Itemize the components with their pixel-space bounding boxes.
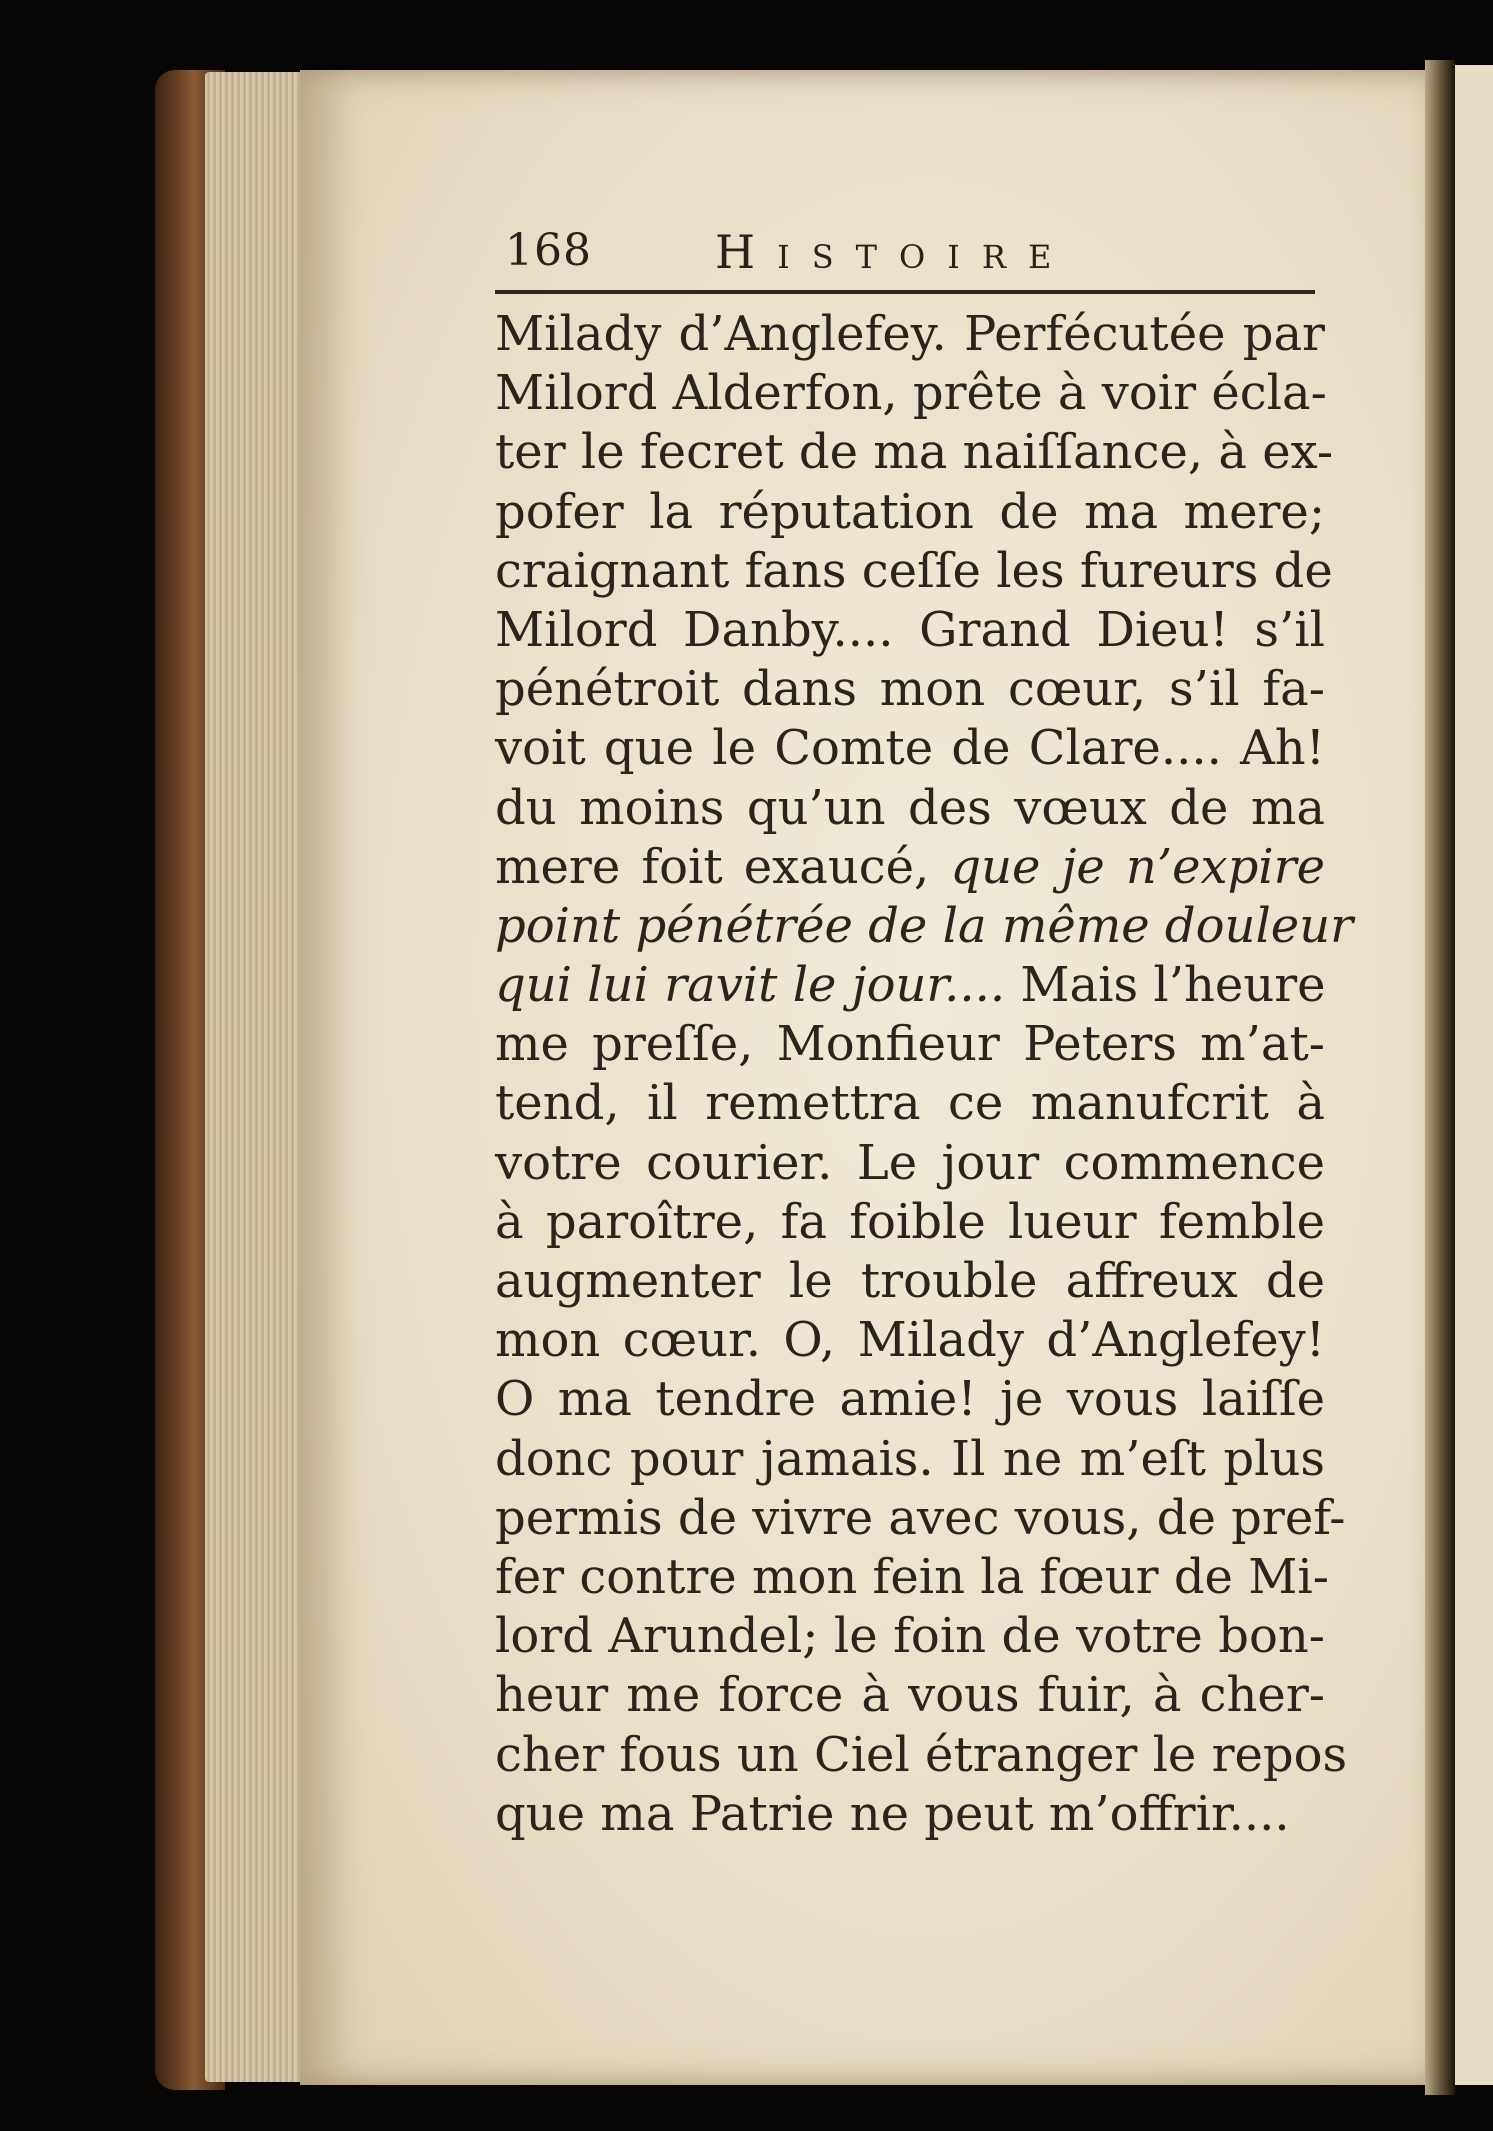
line-text: O ma tendre amie! je vous laiſſe [495, 1371, 1325, 1428]
italic-quote: que je n’expire [950, 838, 1325, 895]
line-text: lord Arundel; le foin de votre bon- [495, 1608, 1325, 1665]
line-text: voit que le Comte de Clare.... Ah! [495, 720, 1325, 777]
text-line [495, 1548, 1329, 1607]
line-text: donc pour jamais. Il ne m’eſt plus [495, 1430, 1325, 1487]
page-edges [205, 72, 305, 2082]
text-line [495, 838, 1325, 897]
text-line [495, 1370, 1325, 1429]
text-line [495, 1666, 1325, 1725]
line-text: votre courier. Le jour commence [495, 1134, 1325, 1191]
text-line [495, 897, 1354, 956]
line-text: craignant fans ceſſe les fureurs de [495, 542, 1333, 599]
text-line [495, 660, 1325, 719]
line-text: pofer la réputation de ma mere; [495, 483, 1325, 540]
line-text: Mais l’heure [1005, 957, 1326, 1014]
text-line [495, 1311, 1325, 1370]
line-text: mon cœur. O, Milady d’Anglefey! [495, 1312, 1325, 1369]
text-line [495, 1430, 1325, 1489]
text-line [495, 1252, 1325, 1311]
text-line [495, 779, 1325, 838]
line-text: tend, il remettra ce manufcrit à [495, 1075, 1325, 1132]
text-line [495, 601, 1325, 660]
text-line [495, 423, 1334, 482]
italic-quote: qui lui ravit le jour.... [495, 957, 1006, 1014]
line-text: fer contre mon fein la fœur de Mi- [495, 1548, 1329, 1605]
text-line [495, 1074, 1325, 1133]
header-rule [495, 290, 1315, 294]
line-text: mere foit exaucé, [495, 838, 951, 895]
text-line [495, 956, 1325, 1015]
line-text: me preſſe, Monfieur Peters m’at- [495, 1016, 1325, 1073]
line-text: à paroître, fa foible lueur femble [495, 1193, 1325, 1250]
text-line [495, 719, 1325, 778]
line-text: permis de vivre avec vous, de pref- [495, 1489, 1346, 1546]
line-text: Milord Alderfon, prête à voir écla- [495, 365, 1327, 422]
page-gutter [1425, 60, 1455, 2095]
line-text: ter le fecret de ma naiſſance, à ex- [495, 424, 1334, 481]
text-line [495, 1134, 1325, 1193]
text-line [495, 1785, 1325, 1844]
text-line [495, 542, 1333, 601]
line-text: pénétroit dans mon cœur, s’il fa- [495, 661, 1325, 718]
text-line [495, 1607, 1325, 1666]
line-text: Milord Danby.... Grand Dieu! s’il [495, 601, 1325, 658]
body-text [495, 305, 1354, 1844]
line-text: que ma Patrie ne peut m’offrir.... [495, 1785, 1290, 1842]
text-line [495, 1193, 1325, 1252]
text-line [495, 364, 1325, 423]
italic-quote: point pénétrée de la même douleur [495, 897, 1354, 954]
text-line [495, 483, 1325, 542]
text-line [495, 305, 1325, 364]
line-text: Milady d’Anglefey. Perfécutée par [495, 306, 1325, 362]
line-text: du moins qu’un des vœux de ma [495, 779, 1325, 836]
text-line [495, 1015, 1325, 1074]
text-line [495, 1726, 1348, 1785]
page-header [505, 215, 1315, 285]
page-number: 168 [505, 225, 592, 276]
text-line [495, 1489, 1346, 1548]
line-text: augmenter le trouble affreux de [495, 1253, 1325, 1309]
line-text: cher fous un Ciel étranger le repos [495, 1726, 1348, 1783]
facing-page [1455, 65, 1493, 2085]
line-text: heur me force à vous fuir, à cher- [495, 1667, 1325, 1724]
running-title: Histoire [715, 225, 1074, 279]
